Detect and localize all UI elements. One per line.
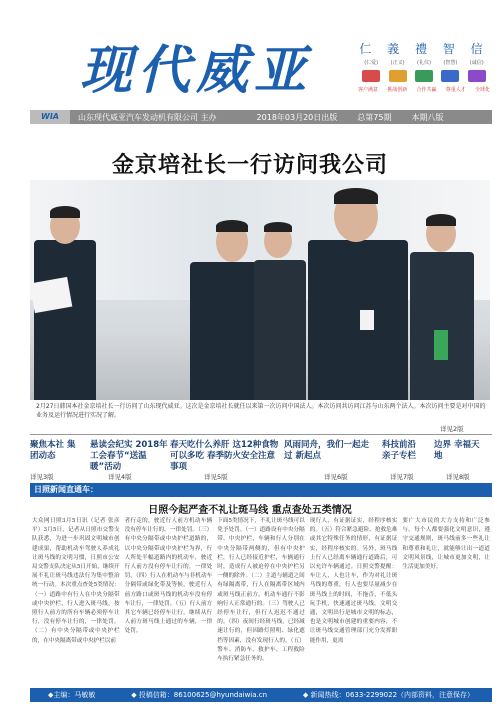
teaser-page: 详见4版 — [108, 473, 132, 481]
footer-editor: ◆主编：马敏敏 — [47, 691, 96, 699]
photo-person-hair — [426, 214, 456, 226]
photo-person — [34, 240, 96, 400]
section-label: 日照新闻直通车： — [34, 485, 98, 494]
teaser-title[interactable]: 边界 幸福天地 — [434, 440, 480, 461]
value-sub: (诚信) — [469, 60, 484, 66]
teaser-title[interactable]: 风雨同舟，我们一起走过 新起点 — [284, 440, 370, 461]
value-sub: (正义) — [390, 60, 405, 66]
value-badge-icon — [389, 70, 407, 82]
article-column: 大众网日照3月5日讯（记者 张彦平）3月5日，记者从日照市交警支队获悉，为进一步巩固文明城市创建成果，帮助机动车驾驶人养成礼让斑马线的文明习惯，日照市公安局交警支队决定从5日开始，继续开展不礼让斑马线违法行为集中整治统一行动。本次重点查处5类情况：（一）道路中有行人在中央分隔带或中央护栏，行人进入斑马线，按照行人前方的所有车辆必须停车让行，没有停车让行的，一律处罚。（二）有中央分隔带或中央护栏的，在中央隔离带或中央护栏以前 — [32, 518, 120, 644]
value-slogan: 全球化 — [474, 87, 490, 93]
value-slogan: 尊重人才 — [445, 87, 466, 93]
value-badge-icon — [362, 70, 380, 82]
photo-person — [308, 240, 408, 400]
company-logo: WIA — [30, 110, 70, 124]
teaser-title[interactable]: 科技前沿 亲子专栏 — [382, 440, 417, 461]
core-values-panel — [358, 40, 490, 110]
section-bar — [30, 483, 492, 497]
teaser-page: 详见5版 — [204, 473, 228, 481]
footer-email[interactable]: ◆ 投稿信箱：86100625@hyundaiwia.cn — [131, 691, 268, 699]
article-column: 者行走的，驶近行人前方机动车辆没有停车让行的，一律处罚。（三）有中央分隔带或中央护栏道路的，以中央分隔带或中央护栏为界，行人所处半幅道路内的机动车，驶近行人前方没有停车让行的，一律处罚。（四）行人在机动车与非机动车分隔带或绿化带及等候，驶近行人前方路口或斑马线的机动车没有停车让行，一律处罚。（五）行人前方其它车辆已经停车让行，继续从行人前方斑马线上通过的车辆，一律处罚。 — [124, 518, 213, 635]
core-values-sub — [358, 59, 490, 66]
values-slogans — [358, 86, 490, 93]
value-sub: (仁爱) — [364, 60, 379, 66]
photo-person-hair — [216, 220, 248, 232]
teaser-page: 详见6版 — [324, 473, 348, 481]
photo-person-hair — [50, 206, 80, 218]
main-headline: 金京培社长一行访问我公司 — [111, 153, 388, 178]
divider — [30, 434, 492, 435]
photo-person — [254, 260, 306, 400]
footer-hotline: ◆ 新闻热线：0633-2299022（内部资料，注意保存） — [302, 691, 475, 699]
page-teasers — [30, 440, 492, 481]
teaser-title[interactable]: 悬读会纪实 2018年工会春节“送温暖”活动 — [90, 440, 168, 472]
article-column: 下面5类情况下，不礼让斑马线可以免予处罚。（一）道路设有中央分隔带、中央护栏，车辆和行人分别在中央分隔带两侧的，但有中央护栏，行人已经接近护栏，车辆通行时，造成行人被迫停在中央护栏另一侧的除外。（二）主道与辅道之间有绿隔离带，行人在隔离带区域内或斑马线正前方，机动车通行不影响行人正常通行的。（三）驾驶人已经停车让行，但行人迟迟不通过的。（四）夜间行经斑马线，已经减速让行的，但因路灯照明、绿化遮挡等因素，没有发现行人的。（五）警车、消防车、救护车、工程救险车执行紧急任务的。 — [217, 518, 305, 663]
page-count: 本期八版 — [411, 112, 444, 122]
newspaper-title: 现代威亚 — [80, 40, 313, 101]
teaser-title[interactable]: 聚焦本社 集团动态 — [30, 440, 76, 461]
value-sub: (智慧) — [443, 60, 458, 66]
value-badge-icon — [415, 70, 433, 82]
values-icons — [358, 70, 490, 82]
article-body — [32, 517, 490, 680]
issue-info-bar — [30, 110, 492, 124]
value-slogan: 挑战创新 — [387, 87, 408, 93]
teaser-page: 详见8版 — [446, 473, 470, 481]
photo-badge — [360, 310, 374, 330]
core-values-heading: 仁 義 禮 智 信 — [359, 42, 489, 56]
masthead — [0, 0, 500, 110]
value-badge-icon — [441, 70, 459, 82]
photo-caption: 2月27日韩国本社金京培社长一行访问了山东现代威亚。这次是金京培社长就任以来第一次访问中国法人。本次访问共访问江苏与山东两个法人。本次访问主要是对中国的业务及运行情况进行实况了解。 — [36, 403, 486, 419]
teaser-page: 详见3版 — [30, 473, 54, 481]
value-slogan: 客户满意 — [358, 87, 379, 93]
photo-person-hair — [264, 222, 292, 232]
footer-bar — [30, 688, 492, 702]
article-column: 要广大市民的大力支持和广泛参与。每个人都要强化文明意识，遵守交通规则，斑马线前多一些礼让和尊重和礼让，就能够让出一道道文明风景线，让城市更加文明，让生活更加美好。 — [402, 518, 490, 571]
teaser-title[interactable]: 春天吃什么养肝 这12种食物可以多吃 春季防火安全注意事项 — [170, 440, 279, 472]
issue-number: 总第75期 — [357, 112, 392, 122]
publisher: 山东现代威亚汽车发动机有限公司 主办 — [78, 112, 217, 122]
value-badge-icon — [468, 70, 486, 82]
issue-date: 2018年03月20日出版 — [256, 112, 338, 122]
article-column: 现行人，有证据证实，经程序核实的。（五）符合紧急避险、抢救危难或其它特殊任务的情形，有证据证实，经程序核实的。另外，斑马线上行人已经离车辆通行道路后，可以允许车辆通过。日照交警提醒：车让人，人也让车，作为对礼让斑马线的尊重，行人也要尽量减少在斑马线上的时间，不拖沓，不低头玩手机，快速通过斑马线。文明交通，文明出行是城市文明的标志，也是文明城市创建的重要内容，不让斑马线交通管理部门充分发挥职能作用，更需 — [309, 518, 398, 644]
teaser-page: 详见7版 — [390, 473, 414, 481]
photo-folder — [434, 330, 448, 360]
continued-note: 详见2版 — [440, 425, 464, 433]
value-slogan: 合作共赢 — [416, 87, 437, 93]
photo-person — [410, 252, 474, 400]
photo-person-hair — [334, 188, 378, 204]
news-photo — [30, 180, 490, 400]
value-sub: (礼仪) — [417, 60, 431, 66]
article-headline: 日照今起严查不礼让斑马线 重点查处五类情况 — [148, 505, 352, 516]
